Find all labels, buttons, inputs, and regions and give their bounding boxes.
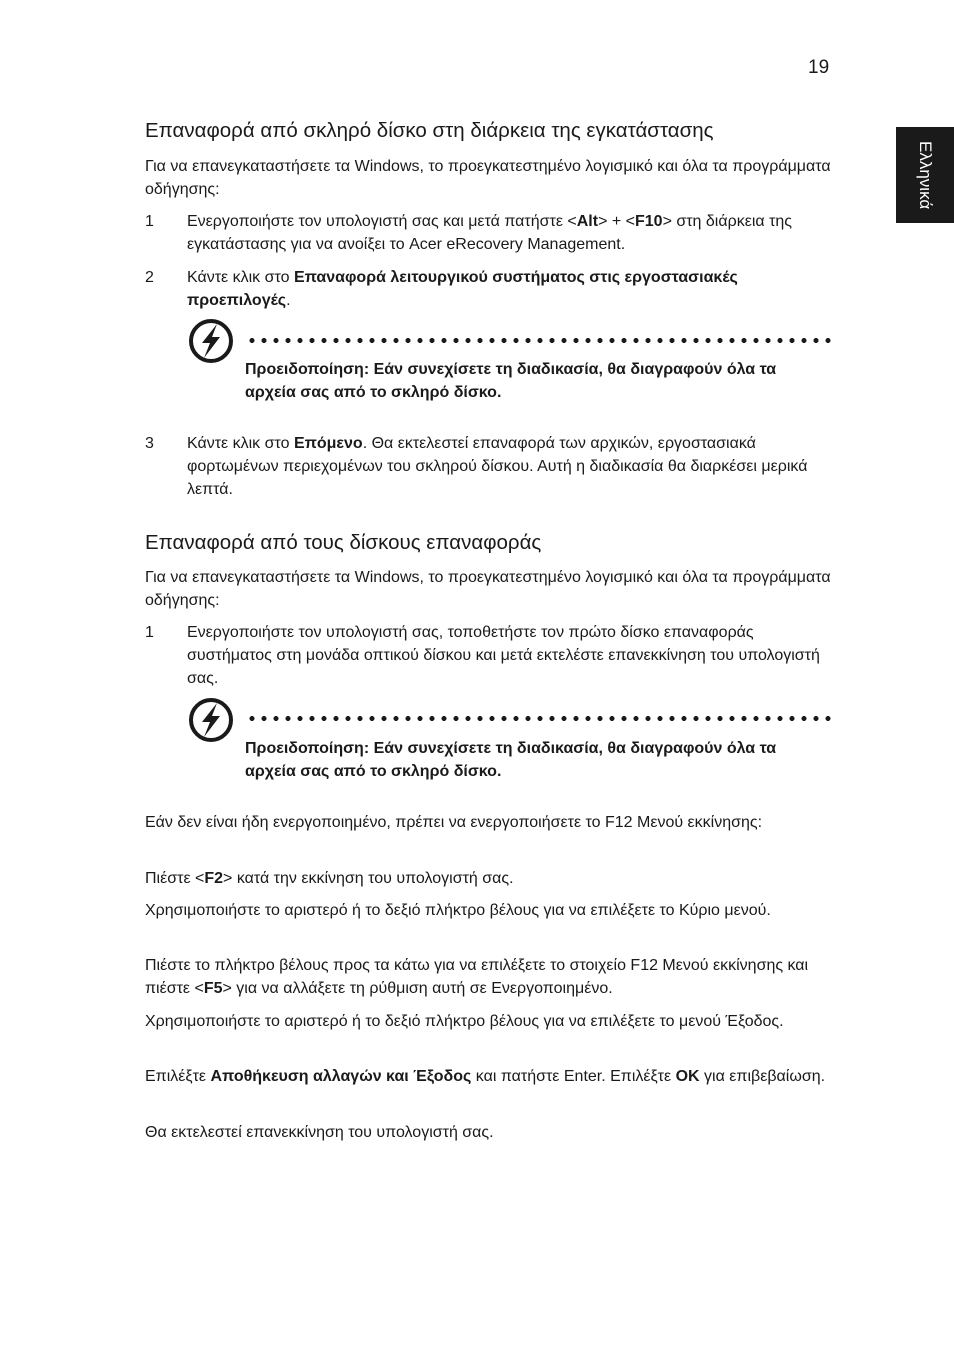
- step-number: 3: [145, 435, 154, 452]
- language-tab-label: Ελληνικά: [916, 140, 935, 210]
- page-number: 19: [808, 57, 830, 78]
- paragraph-enable-f12: Εάν δεν είναι ήδη ενεργοποιημένο, πρέπει να ενεργοποιήσετε το F12 Μενού εκκίνησης:: [145, 814, 763, 831]
- section2-intro: Για να επανεγκαταστήσετε τα Windows, το προεγκατεστημένο λογισμικό και όλα τα προγράμματα οδήγησης:: [145, 569, 831, 609]
- paragraph-restart: Θα εκτελεστεί επανεκκίνηση του υπολογιστή σας.: [145, 1124, 494, 1141]
- paragraph-exit-menu: Χρησιμοποιήστε το αριστερό ή το δεξιό πλήκτρο βέλους για να επιλέξετε το μενού Έξοδος.: [145, 1013, 784, 1030]
- paragraph-main-menu: Χρησιμοποιήστε το αριστερό ή το δεξιό πλήκτρο βέλους για να επιλέξετε το Κύριο μενού.: [145, 902, 771, 919]
- section2-step1: Ενεργοποιήστε τον υπολογιστή σας, τοποθετήστε τον πρώτο δίσκο επαναφοράς συστήματος στη μονάδα οπτικού δίσκου και μετά εκτελέστε επανεκκίνηση του υπολογιστή σας.: [187, 624, 820, 687]
- section-heading-disc-recovery: Επαναφορά από τους δίσκους επαναφοράς: [145, 531, 542, 554]
- warning-text: Προειδοποίηση: Εάν συνεχίσετε τη διαδικασία, θα διαγραφούν όλα τα αρχεία σας από το σκληρό δίσκο.: [245, 361, 777, 401]
- paragraph-press-f5: Πιέστε το πλήκτρο βέλους προς τα κάτω για να επιλέξετε το στοιχείο F12 Μενού εκκίνησης και πιέστε <F5> για να αλλάξετε τη ρύθμιση αυτή σε Ενεργοποιημένο.: [145, 957, 809, 997]
- section1-step1: Ενεργοποιήστε τον υπολογιστή σας και μετά πατήστε <Alt> + <F10> στη διάρκεια της εγκατάστασης για να ανοίξει το Acer eRecovery Management.: [187, 213, 793, 253]
- lightning-warning-icon: [188, 697, 234, 743]
- warning-text: Προειδοποίηση: Εάν συνεχίσετε τη διαδικασία, θα διαγραφούν όλα τα αρχεία σας από το σκληρό δίσκο.: [245, 740, 777, 780]
- lightning-warning-icon: [188, 318, 234, 364]
- paragraph-press-f2: Πιέστε <F2> κατά την εκκίνηση του υπολογιστή σας.: [145, 870, 514, 887]
- section1-intro: Για να επανεγκαταστήσετε τα Windows, το προεγκατεστημένο λογισμικό και όλα τα προγράμματα οδήγησης:: [145, 158, 831, 198]
- warning-divider: [246, 338, 834, 343]
- section-heading-hdd-recovery: Επαναφορά από σκληρό δίσκο στη διάρκεια της εγκατάστασης: [145, 119, 714, 142]
- warning-divider: [246, 716, 834, 721]
- paragraph-save-exit: Επιλέξτε Αποθήκευση αλλαγών και Έξοδος και πατήστε Enter. Επιλέξτε OK για επιβεβαίωση.: [145, 1068, 826, 1085]
- section1-step2: Κάντε κλικ στο Επαναφορά λειτουργικού συστήματος στις εργοστασιακές προεπιλογές.: [187, 269, 738, 309]
- step-number: 2: [145, 269, 154, 286]
- step-number: 1: [145, 624, 154, 641]
- step-number: 1: [145, 213, 154, 230]
- section1-step3: Κάντε κλικ στο Επόμενο. Θα εκτελεστεί επαναφορά των αρχικών, εργοστασιακά φορτωμένων περιεχομένων του σκληρού δίσκου. Αυτή η διαδικασία θα διαρκέσει μερικά λεπτά.: [187, 435, 808, 498]
- language-tab: [896, 127, 954, 223]
